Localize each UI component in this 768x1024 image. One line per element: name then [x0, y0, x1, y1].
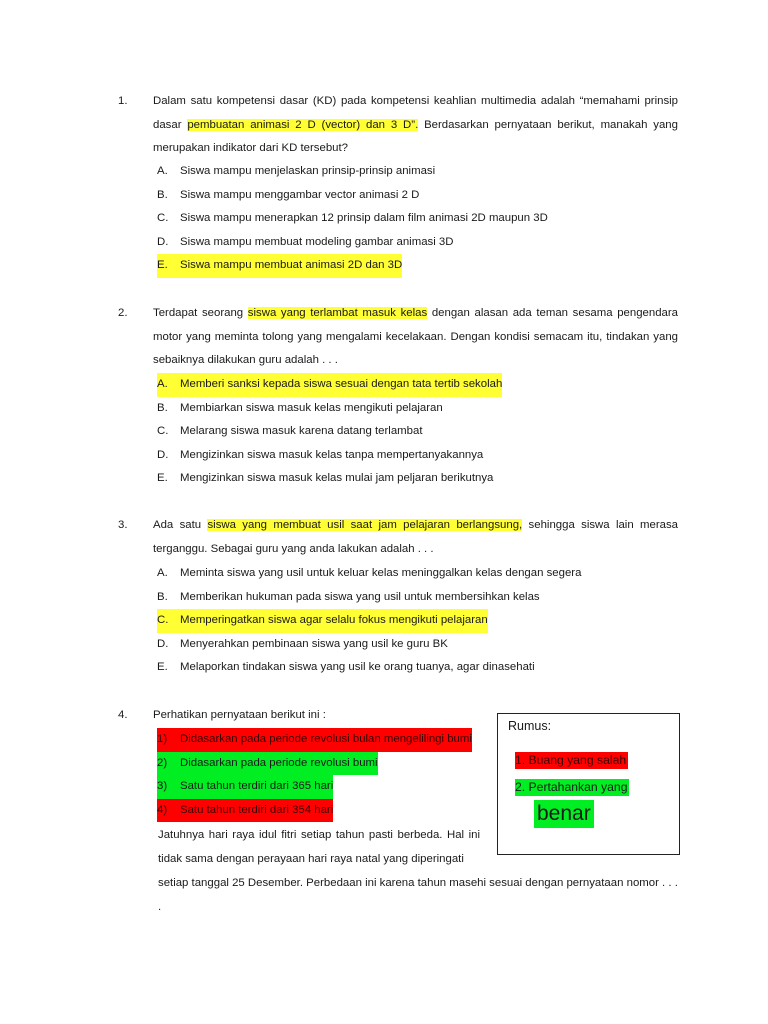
statement-4[interactable]: 4) Satu tahun terdiri dari 354 hari: [157, 799, 333, 823]
question-stem: [153, 514, 678, 561]
option-a[interactable]: A. Memberi sanksi kepada siswa sesuai dengan tata tertib sekolah: [157, 373, 502, 397]
formula-item-2-continued: benar: [534, 800, 594, 828]
option-c[interactable]: C. Siswa mampu menerapkan 12 prinsip dalam film animasi 2D maupun 3D: [157, 212, 548, 225]
question-paragraph: Jatuhnya hari raya idul fitri setiap tahun pasti berbeda. Hal ini tidak sama dengan perayaan hari raya natal yang diperingati: [158, 829, 480, 865]
question-number: 4.: [118, 709, 128, 721]
answer-options: [157, 373, 502, 491]
statement-3[interactable]: 3) Satu tahun terdiri dari 365 hari: [157, 775, 333, 799]
question-intro: Perhatikan pernyataan berikut ini :: [153, 709, 326, 721]
statement-list: [157, 728, 472, 822]
option-e[interactable]: E. Siswa mampu membuat animasi 2D dan 3D: [157, 254, 402, 278]
statement-2[interactable]: 2) Didasarkan pada periode revolusi bumi: [157, 752, 378, 776]
stem-text: dengan alasan ada teman sesama pengendara motor yang meminta tolong yang mengalami kecelakaan. Dengan kondisi semacam itu, tindakan yang sebaiknya dilakukan guru adalah . . .: [153, 307, 678, 366]
formula-title: Rumus:: [508, 719, 552, 733]
stem-highlight: pembuatan animasi 2 D (vector) dan 3 D”.: [187, 118, 419, 131]
stem-text: Terdapat seorang: [153, 307, 248, 319]
option-d[interactable]: D. Siswa mampu membuat modeling gambar animasi 3D: [157, 235, 454, 248]
option-c[interactable]: C. Melarang siswa masuk karena datang terlambat: [157, 425, 423, 438]
option-c[interactable]: C. Memperingatkan siswa agar selalu fokus mengikuti pelajaran: [157, 609, 488, 633]
option-b[interactable]: B. Memberikan hukuman pada siswa yang usil untuk membersihkan kelas: [157, 590, 540, 603]
option-b[interactable]: B. Membiarkan siswa masuk kelas mengikuti pelajaran: [157, 401, 443, 414]
answer-options: [157, 562, 581, 680]
option-e[interactable]: E. Mengizinkan siswa masuk kelas mulai jam peljaran berikutnya: [157, 472, 494, 485]
option-a[interactable]: A. Siswa mampu menjelaskan prinsip-prinsip animasi: [157, 165, 436, 177]
option-b[interactable]: B. Siswa mampu menggambar vector animasi 2 D: [157, 188, 420, 201]
answer-options: [157, 160, 548, 278]
option-d[interactable]: D. Menyerahkan pembinaan siswa yang usil ke guru BK: [157, 637, 448, 650]
option-a[interactable]: A. Meminta siswa yang usil untuk keluar kelas meninggalkan kelas dengan segera: [157, 567, 582, 579]
stem-highlight: siswa yang membuat usil saat jam pelajaran berlangsung,: [207, 519, 523, 531]
formula-item-2: 2. Pertahankan yang: [515, 780, 628, 794]
question-number: 3.: [118, 519, 128, 531]
option-e[interactable]: E. Melaporkan tindakan siswa yang usil ke orang tuanya, agar dinasehati: [157, 661, 535, 674]
formula-box: [497, 713, 680, 855]
statement-1[interactable]: 1) Didasarkan pada periode revolusi bulan mengelilingi bumi: [157, 728, 472, 752]
stem-text: sehingga siswa lain merasa terganggu. Sebagai guru yang anda lakukan adalah . . .: [153, 519, 678, 555]
stem-text: Ada satu: [153, 519, 208, 531]
question-number: 1.: [118, 95, 128, 107]
question-stem: [153, 302, 678, 373]
stem-highlight: siswa yang terlambat masuk kelas: [247, 307, 428, 319]
option-d[interactable]: D. Mengizinkan siswa masuk kelas tanpa mempertanyakannya: [157, 448, 484, 461]
stem-text: Berdasarkan pernyataan berikut, manakah yang merupakan indikator dari KD tersebut?: [153, 118, 678, 154]
question-paragraph-continued: setiap tanggal 25 Desember. Perbedaan ini karena tahun masehi sesuai dengan pernyataan nomor . . . .: [158, 877, 678, 913]
question-stem: [153, 90, 678, 161]
stem-text: Dalam satu kompetensi dasar (KD) pada kompetensi keahlian multimedia adalah “memahami prinsip dasar: [153, 95, 678, 131]
question-number: 2.: [118, 307, 128, 319]
formula-item-1: 1. Buang yang salah: [515, 753, 627, 767]
